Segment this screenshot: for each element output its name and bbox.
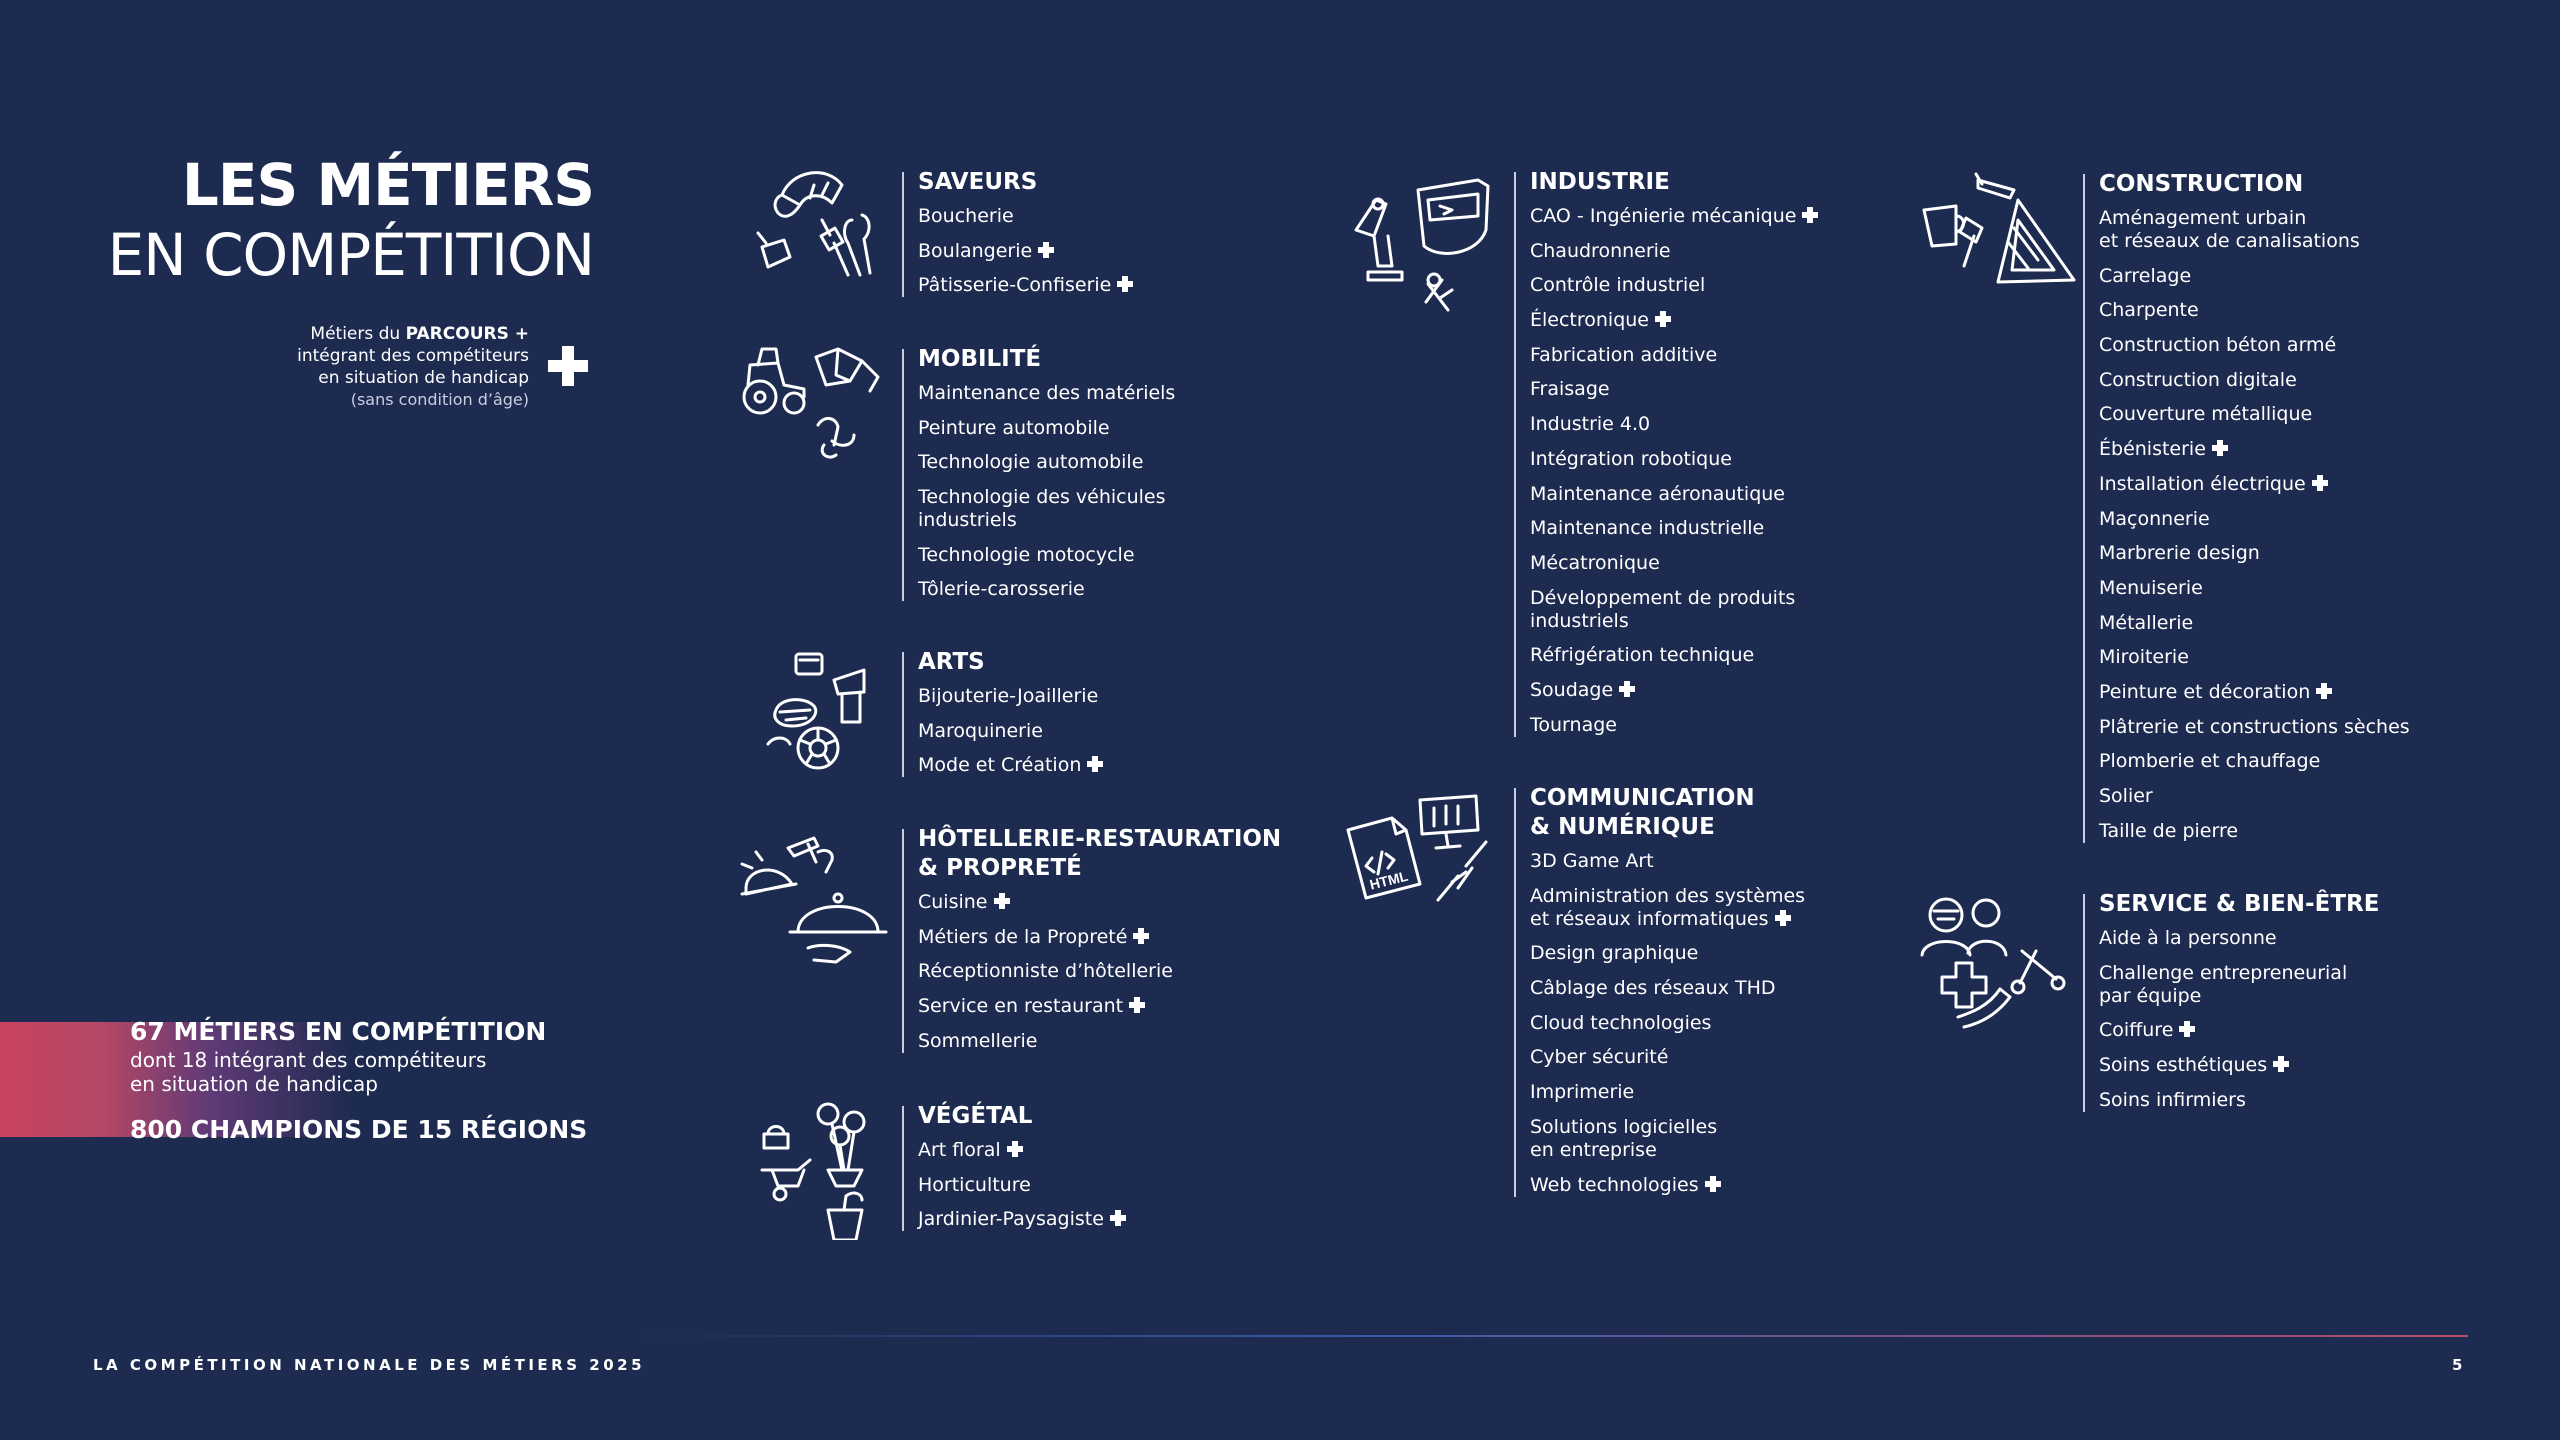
html-file-icon [1342, 790, 1502, 920]
parcours-plus-icon [1619, 681, 1635, 697]
stats-champions: 800 CHAMPIONS DE 15 RÉGIONS [130, 1115, 588, 1144]
trade-label: Technologie automobile [918, 451, 1144, 474]
category-communication [1514, 785, 1806, 1197]
trade-label: Taille de pierre [2099, 819, 2239, 842]
trade-label: et réseaux informatiques [1530, 907, 1769, 930]
trade-label: Cloud technologies [1530, 1011, 1712, 1034]
parcours-prefix: Métiers du [310, 324, 406, 344]
parcours-line4: (sans condition d’âge) [350, 390, 529, 409]
trade-label: Maintenance des matériels [918, 382, 1176, 404]
trade-label: Menuiserie [2099, 576, 2203, 599]
trade-label: Tôlerie-carosserie [918, 578, 1085, 601]
trade-label: en entreprise [1530, 1138, 1657, 1161]
category-title-line: MOBILITÉ [918, 346, 1042, 372]
trade-label: Charpente [2099, 299, 2199, 322]
trade-label: Mode et Création [918, 754, 1082, 777]
parcours-plus-icon [1087, 756, 1103, 772]
trade-label: Marbrerie design [2099, 542, 2260, 565]
trade-item [2099, 1089, 2379, 1112]
stats-detail-1: dont 18 intégrant des compétiteurs [130, 1048, 487, 1072]
trade-label: Maçonnerie [2099, 507, 2210, 530]
trade-label: Maroquinerie [918, 719, 1043, 742]
trade-item [2099, 962, 2379, 1008]
category-title [1530, 784, 1805, 842]
trade-item [918, 451, 1175, 474]
trade-label: Mécatronique [1530, 551, 1660, 574]
parcours-legend [297, 323, 529, 411]
trade-label: Imprimerie [1530, 1081, 1635, 1104]
trade-item [918, 205, 1133, 228]
trade-item [1530, 1174, 1805, 1197]
category-items [918, 685, 1103, 777]
trade-item [1530, 274, 1818, 297]
trade-label: Métiers de la Propreté [918, 925, 1128, 948]
parcours-line3: en situation de handicap [318, 368, 529, 388]
parcours-plus-icon [1775, 910, 1791, 926]
trade-label: Métallerie [2099, 611, 2194, 634]
category-title-line: SAVEURS [918, 169, 1038, 195]
trade-label: Installation électrique [2099, 472, 2306, 495]
trade-item [1530, 714, 1818, 737]
parcours-plus-icon [1007, 1141, 1023, 1157]
trade-item [1530, 850, 1805, 873]
parcours-line2: intégrant des compétiteurs [297, 346, 529, 366]
trade-label: Jardinier-Paysagiste [918, 1208, 1104, 1231]
category-title [918, 825, 1281, 883]
trade-item [1530, 1046, 1805, 1069]
trade-item [1530, 344, 1818, 367]
trade-label: Administration des systèmes [1530, 884, 1806, 907]
trade-label: Horticulture [918, 1173, 1031, 1196]
trade-item [2099, 369, 2410, 392]
cloche-icon [738, 828, 888, 968]
category-items [918, 1139, 1126, 1231]
footer-divider [640, 1335, 2468, 1337]
trade-item [2099, 750, 2410, 773]
category-items [2099, 207, 2410, 843]
category-title-line: INDUSTRIE [1530, 169, 1670, 195]
trade-item [2099, 716, 2410, 739]
category-title-line: COMMUNICATION [1530, 785, 1755, 811]
trade-label: Peinture automobile [918, 416, 1110, 439]
trade-label: Intégration robotique [1530, 447, 1732, 470]
trade-item [918, 578, 1175, 601]
trade-item [2099, 1054, 2379, 1077]
trade-label: Pâtisserie-Confiserie [918, 274, 1112, 297]
trade-label: Miroiterie [2099, 646, 2189, 669]
page-number: 5 [2452, 1356, 2463, 1374]
trade-label: 3D Game Art [1530, 850, 1654, 872]
parcours-plus-icon [2273, 1056, 2289, 1072]
trade-label: Boucherie [918, 205, 1014, 227]
trade-item [918, 382, 1175, 405]
trade-label: Web technologies [1530, 1173, 1699, 1196]
trade-label: Soins esthétiques [2099, 1054, 2268, 1077]
flower-icon [758, 1100, 886, 1240]
category-title [918, 345, 1175, 374]
trade-item [1530, 517, 1818, 540]
trade-item [2099, 785, 2410, 808]
category-title-line: ARTS [918, 649, 985, 675]
trade-item [918, 720, 1103, 743]
trade-label: Industrie 4.0 [1530, 413, 1651, 436]
trade-item [2099, 508, 2410, 531]
trade-label: Design graphique [1530, 942, 1699, 965]
html-file-label: HTML [1367, 867, 1410, 893]
bakery-icon [752, 165, 890, 290]
care-people-icon [1918, 893, 2068, 1033]
trade-label: Technologie des véhicules [918, 486, 1166, 509]
parcours-plus-icon [2179, 1021, 2195, 1037]
category-title [918, 168, 1133, 197]
parcours-plus-icon [1129, 997, 1145, 1013]
category-items [2099, 927, 2379, 1112]
trade-item [918, 685, 1103, 708]
trade-label: Boulangerie [918, 239, 1033, 262]
trade-label: Chaudronnerie [1530, 239, 1671, 262]
trade-item [1530, 942, 1805, 965]
trade-item [2099, 1019, 2379, 1042]
category-title-line: & PROPRETÉ [918, 855, 1082, 881]
trade-label: Construction béton armé [2099, 334, 2337, 357]
trade-label: Câblage des réseaux THD [1530, 977, 1776, 1000]
trade-item [1530, 240, 1818, 263]
trade-item [2099, 681, 2410, 704]
trade-label: Sommellerie [918, 1029, 1038, 1052]
category-title-line: & NUMÉRIQUE [1530, 814, 1715, 840]
trade-label: Construction digitale [2099, 368, 2297, 391]
trade-item [2099, 207, 2410, 253]
trade-label: Cyber sécurité [1530, 1046, 1669, 1069]
page-title [108, 150, 594, 290]
trade-item [2099, 577, 2410, 600]
trade-item [918, 1174, 1126, 1197]
trade-label: Contrôle industriel [1530, 274, 1706, 297]
trade-item [1530, 679, 1818, 702]
trade-label: Plomberie et chauffage [2099, 750, 2321, 773]
trade-item [918, 1208, 1126, 1231]
trade-label: Électronique [1530, 309, 1650, 332]
trade-item [2099, 473, 2410, 496]
trade-label: Tournage [1530, 713, 1617, 736]
trade-label: industriels [918, 509, 1017, 532]
jewelry-icon [760, 650, 885, 780]
trade-item [918, 926, 1281, 949]
trade-item [1530, 1081, 1805, 1104]
trade-label: Aide à la personne [2099, 927, 2277, 949]
trade-item [2099, 927, 2379, 950]
parcours-plus-icon [1133, 928, 1149, 944]
parcours-plus-icon [1110, 1210, 1126, 1226]
category-construction [2083, 171, 2410, 843]
trade-item [1530, 205, 1818, 228]
trade-label: CAO - Ingénierie mécanique [1530, 205, 1797, 227]
category-title-line: HÔTELLERIE-RESTAURATION [918, 826, 1282, 852]
category-title [918, 1102, 1126, 1131]
trade-item [918, 417, 1175, 440]
construction-tools-icon [1918, 170, 2078, 290]
trade-item [2099, 438, 2410, 461]
trade-label: Fraisage [1530, 378, 1610, 401]
category-title-line: CONSTRUCTION [2099, 171, 2304, 197]
trade-label: Ébénisterie [2099, 438, 2206, 461]
trade-item [1530, 552, 1818, 575]
parcours-plus-icon [1117, 276, 1133, 292]
trade-item [1530, 644, 1818, 667]
trade-label: Soudage [1530, 678, 1614, 701]
category-items [918, 205, 1133, 297]
category-arts [902, 649, 1103, 777]
category-industrie [1514, 169, 1818, 737]
trade-label: et réseaux de canalisations [2099, 230, 2360, 252]
trade-label: Soins infirmiers [2099, 1088, 2246, 1111]
category-service [2083, 891, 2380, 1112]
category-title [2099, 170, 2410, 199]
parcours-plus-icon [548, 346, 588, 386]
category-vegetal [902, 1103, 1126, 1231]
trade-label: Art floral [918, 1139, 1001, 1161]
trade-item [1530, 483, 1818, 506]
parcours-plus-icon [1038, 242, 1054, 258]
trade-label: Technologie motocycle [918, 543, 1135, 566]
trade-label: Fabrication additive [1530, 343, 1718, 366]
trade-label: Solutions logicielles [1530, 1115, 1718, 1138]
trade-item [2099, 334, 2410, 357]
trade-label: Développement de produits [1530, 586, 1796, 609]
category-saveurs [902, 169, 1133, 297]
category-items [918, 382, 1175, 601]
category-mobilite [902, 346, 1176, 601]
category-items [1530, 205, 1818, 737]
parcours-plus-icon [1802, 207, 1818, 223]
trade-item [1530, 309, 1818, 332]
parcours-plus-icon [2212, 440, 2228, 456]
parcours-plus-icon [1705, 1176, 1721, 1192]
page-title-sub: EN COMPÉTITION [107, 221, 594, 289]
category-title [2099, 890, 2379, 919]
trade-item [918, 995, 1281, 1018]
stats-detail-2: en situation de handicap [130, 1072, 378, 1096]
category-items [1530, 850, 1805, 1197]
trade-item [918, 1030, 1281, 1053]
trade-label: par équipe [2099, 984, 2202, 1007]
trade-item [918, 274, 1133, 297]
trade-label: Bijouterie-Joaillerie [918, 685, 1099, 707]
category-title [1530, 168, 1818, 197]
trade-item [1530, 378, 1818, 401]
trade-item [2099, 542, 2410, 565]
category-title-line: VÉGÉTAL [918, 1103, 1033, 1129]
footer-title: LA COMPÉTITION NATIONALE DES MÉTIERS 2025 [93, 1356, 646, 1374]
category-hotellerie [902, 826, 1282, 1053]
trade-label: Peinture et décoration [2099, 680, 2311, 703]
tractor-icon [738, 345, 888, 465]
trade-label: Cuisine [918, 891, 988, 913]
trade-item [918, 486, 1175, 532]
page-title-main: LES MÉTIERS [181, 151, 594, 219]
trade-label: Réfrigération technique [1530, 644, 1755, 667]
parcours-plus-icon [1655, 311, 1671, 327]
stats-block [130, 1016, 587, 1146]
trade-item [1530, 587, 1818, 633]
trade-item [918, 240, 1133, 263]
parcours-plus-icon [2316, 683, 2332, 699]
trade-item [918, 891, 1281, 914]
trade-label: Aménagement urbain [2099, 207, 2307, 229]
trade-label: Carrelage [2099, 264, 2192, 287]
trade-label: Challenge entrepreneurial [2099, 961, 2348, 984]
trade-item [1530, 448, 1818, 471]
trade-label: Solier [2099, 785, 2153, 807]
trade-item [2099, 299, 2410, 322]
trade-label: Maintenance industrielle [1530, 517, 1765, 540]
trade-label: Couverture métallique [2099, 403, 2313, 426]
trade-item [918, 960, 1281, 983]
category-title [918, 648, 1103, 677]
trade-label: Plâtrerie et constructions sèches [2099, 715, 2410, 738]
trade-item [1530, 885, 1805, 931]
trade-item [2099, 820, 2410, 843]
trade-item [2099, 403, 2410, 426]
trade-item [2099, 612, 2410, 635]
parcours-bold: PARCOURS + [405, 324, 529, 344]
parcours-plus-icon [994, 893, 1010, 909]
category-items [918, 891, 1281, 1053]
trade-label: Coiffure [2099, 1019, 2174, 1042]
trade-label: Maintenance aéronautique [1530, 482, 1785, 505]
trade-label: Service en restaurant [918, 995, 1124, 1018]
trade-item [1530, 977, 1805, 1000]
trade-label: Réceptionniste d’hôtellerie [918, 960, 1173, 983]
trade-item [918, 544, 1175, 567]
trade-item [918, 1139, 1126, 1162]
trade-item [1530, 1012, 1805, 1035]
robot-arm-icon [1348, 170, 1498, 320]
parcours-plus-icon [2312, 475, 2328, 491]
trade-item [2099, 265, 2410, 288]
category-title-line: SERVICE & BIEN-ÊTRE [2099, 891, 2380, 917]
stats-count: 67 MÉTIERS EN COMPÉTITION [130, 1017, 547, 1046]
trade-label: industriels [1530, 609, 1629, 632]
trade-item [1530, 413, 1818, 436]
trade-item [2099, 646, 2410, 669]
trade-item [1530, 1116, 1805, 1162]
trade-item [918, 754, 1103, 777]
